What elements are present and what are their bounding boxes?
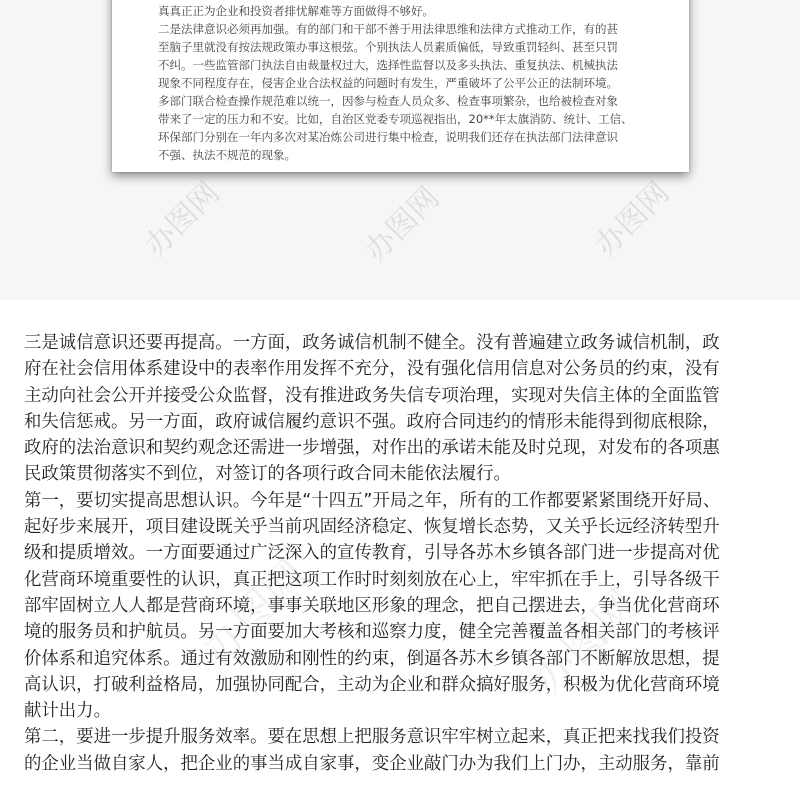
card-line: 二是法律意识必须再加强。有的部门和干部不善于用法律思维和法律方式推动工作，有的甚	[158, 22, 618, 36]
paragraph-line: 主动向社会公开并接受公众监督，没有推进政务失信专项治理，实现对失信主体的全面监管	[24, 385, 720, 406]
paragraph-line: 政府的法治意识和契约观念还需进一步增强，对作出的承诺未能及时兑现，对发布的各项惠	[24, 438, 720, 459]
card-line: 真真正正为企业和投资者排忧解难等方面做得不够好。	[158, 4, 434, 18]
paragraph-line: 部牢固树立人人都是营商环境，事事关联地区形象的理念，把自己摆进去，争当优化营商环	[24, 595, 720, 616]
paragraph-line: 民政策贯彻落实不到位，对签订的各项行政合同未能依法履行。	[24, 464, 511, 485]
paragraph-line: 高认识，打破利益格局，加强协同配合，主动为企业和群众搞好服务，积极为优化营商环境	[24, 674, 720, 695]
document-body	[24, 330, 784, 777]
watermark: 办图网	[192, 549, 317, 674]
paragraph-line: 起好步来展开，项目建设既关乎当前巩固经济稳定、恢复增长态势，又关乎长远经济转型升	[24, 517, 720, 538]
card-line: 不纠。一些监管部门执法自由裁量权过大，选择性监督以及多头执法、重复执法、机械执法	[158, 58, 618, 72]
card-line: 多部门联合检查操作规范难以统一，因参与检查人员众多、检查事项繁杂，也给被检查对象	[158, 94, 618, 108]
paragraph-line-part: 一方面要通过广泛深入的宣传教育，引导各苏木乡镇各部门进一步提高对优	[145, 543, 720, 564]
paragraph-line: 价体系和追究体系。通过有效激励和刚性的约束，倒逼各苏木乡镇各部门不断解放思想，提	[24, 648, 720, 669]
card-line: 现象不同程度存在，侵害企业合法权益的问题时有发生，严重破坏了公平公正的法制环境。	[158, 76, 618, 90]
paragraph-line: 的企业当做自家人，把企业的事当成自家事，变企业敲门办为我们上门办，主动服务，靠前	[24, 753, 720, 774]
paragraph-line: 第二，要进一步提升服务效率。要在思想上把服务意识牢牢树立起来，真正把来找我们投资	[24, 727, 720, 748]
paragraph-line: 第一，要切实提高思想认识。今年是“十四五”开局之年，所有的工作都要紧紧围绕开好局、	[24, 490, 721, 511]
paragraph-line: 化营商环境重要性的认识，真正把这项工作时时刻刻放在心上，牢牢抓在手上，引导各级干	[24, 569, 720, 590]
paragraph-line	[24, 540, 784, 566]
paragraph-line: 和失信惩戒。另一方面，政府诚信履约意识不强。政府合同违约的情形未能得到彻底根除，	[24, 411, 720, 432]
paragraph-line: 献计出力。	[24, 701, 111, 722]
card-line: 不强、执法不规范的现象。	[158, 148, 296, 162]
paragraph-line-part: 级和提质增效。	[24, 543, 146, 564]
watermark: 办图网	[358, 180, 447, 269]
paragraph-line: 境的服务员和护航员。另一方面要加大考核和巡察力度，健全完善覆盖各相关部门的考核评	[24, 622, 720, 643]
card-line: 至脑子里就没有按法规政策办事这根弦。个别执法人员素质偏低，导致重罚轻纠、甚至只罚	[158, 40, 618, 54]
card-line: 带来了一定的压力和不安。比如，自治区党委专项巡视指出，20**年太旗消防、统计、工信、	[158, 112, 633, 126]
watermark: 办图网	[138, 175, 227, 264]
paragraph-line: 三是诚信意识还要再提高。一方面，政务诚信机制不健全。没有普遍建立政务诚信机制，政	[24, 333, 720, 353]
watermark: 办图网	[588, 175, 677, 264]
watermark: 办图网	[522, 579, 647, 704]
paragraph-line: 府在社会信用体系建设中的表率作用发挥不充分，没有强化信用信息对公务员的约束，没有	[24, 359, 720, 380]
document-preview-card	[112, 0, 689, 172]
preview-area	[0, 0, 800, 300]
card-line: 环保部门分别在一年内多次对某冶炼公司进行集中检查，说明我们还存在执法部门法律意识	[158, 130, 618, 144]
